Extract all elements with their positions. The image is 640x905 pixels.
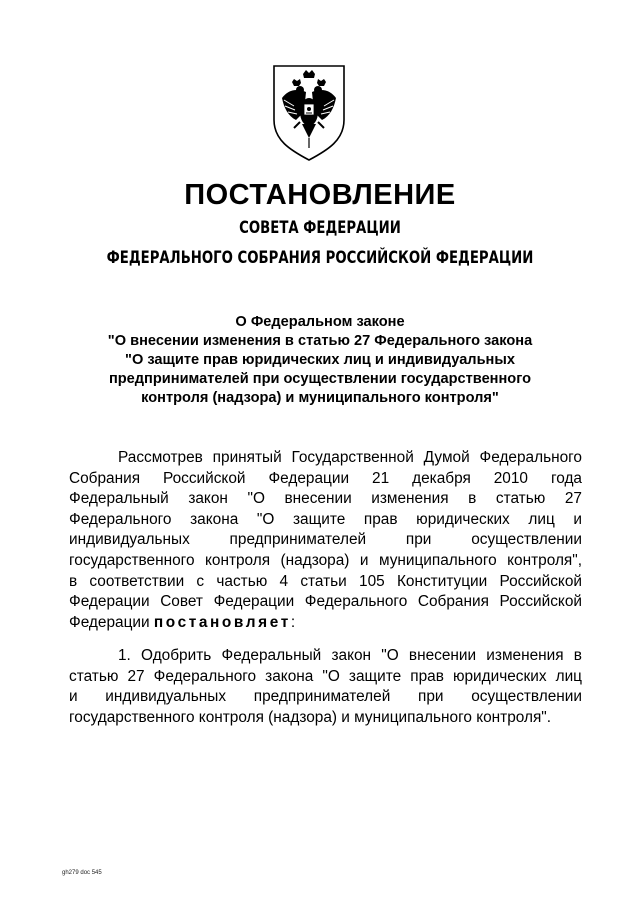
paragraph-line: в соответствии с частью 4 статьи 105 Конституции Российской — [69, 572, 582, 590]
paragraph-line: Собрания Российской Федерации 21 декабря 2010 года — [69, 469, 582, 487]
document-heading — [40, 313, 600, 408]
issuer-line-1: СОВЕТА ФЕДЕРАЦИИ — [239, 218, 401, 238]
paragraph-line: и индивидуальных предпринимателей при осуществлении — [69, 688, 582, 706]
paragraph-line: Федерации Совет Федерации Федерального Собрания Российской — [69, 593, 582, 611]
paragraph-line: статью 27 Федерального закона "О защите прав юридических лиц — [69, 667, 582, 685]
paragraph-line: государственного контроля (надзора) и муниципального контроля", — [69, 551, 582, 569]
last-line-suffix: : — [290, 613, 296, 631]
heading-line: "О внесении изменения в статью 27 Федерального закона — [107, 333, 533, 349]
heading-line: контроля (надзора) и муниципального контроля" — [141, 390, 499, 406]
paragraph-line: Федерального закона "О защите прав юридических лиц и — [69, 510, 582, 528]
preamble-paragraph — [69, 448, 582, 633]
document-title: ПОСТАНОВЛЕНИЕ — [184, 179, 456, 211]
heading-line: О Федеральном законе — [235, 314, 405, 330]
heading-line: предпринимателей при осуществлении государственного — [108, 371, 532, 387]
paragraph-last-line — [69, 613, 582, 634]
paragraph-line: Федеральный закон "О внесении изменения в статью 27 — [69, 490, 582, 508]
paragraph-line: 1. Одобрить Федеральный закон "О внесении изменения в — [118, 647, 582, 664]
issuer-line-2: ФЕДЕРАЛЬНОГО СОБРАНИЯ РОССИЙСКОЙ ФЕДЕРАЦИИ — [106, 248, 534, 268]
paragraph-line: государственного контроля (надзора) и муниципального контроля". — [69, 708, 552, 726]
document-code: gh279 doc 545 — [62, 870, 102, 876]
paragraph-line: Рассмотрев принятый Государственной Думой Федерального — [118, 449, 582, 466]
resolution-verb: постановляет — [153, 613, 291, 631]
heading-line: "О защите прав юридических лиц и индивидуальных — [125, 352, 515, 368]
last-line-prefix: Федерации — [69, 613, 154, 631]
paragraph-line: индивидуальных предпринимателей при осуществлении — [69, 531, 582, 549]
resolution-item-1 — [69, 646, 582, 728]
coat-of-arms-icon — [270, 62, 348, 162]
